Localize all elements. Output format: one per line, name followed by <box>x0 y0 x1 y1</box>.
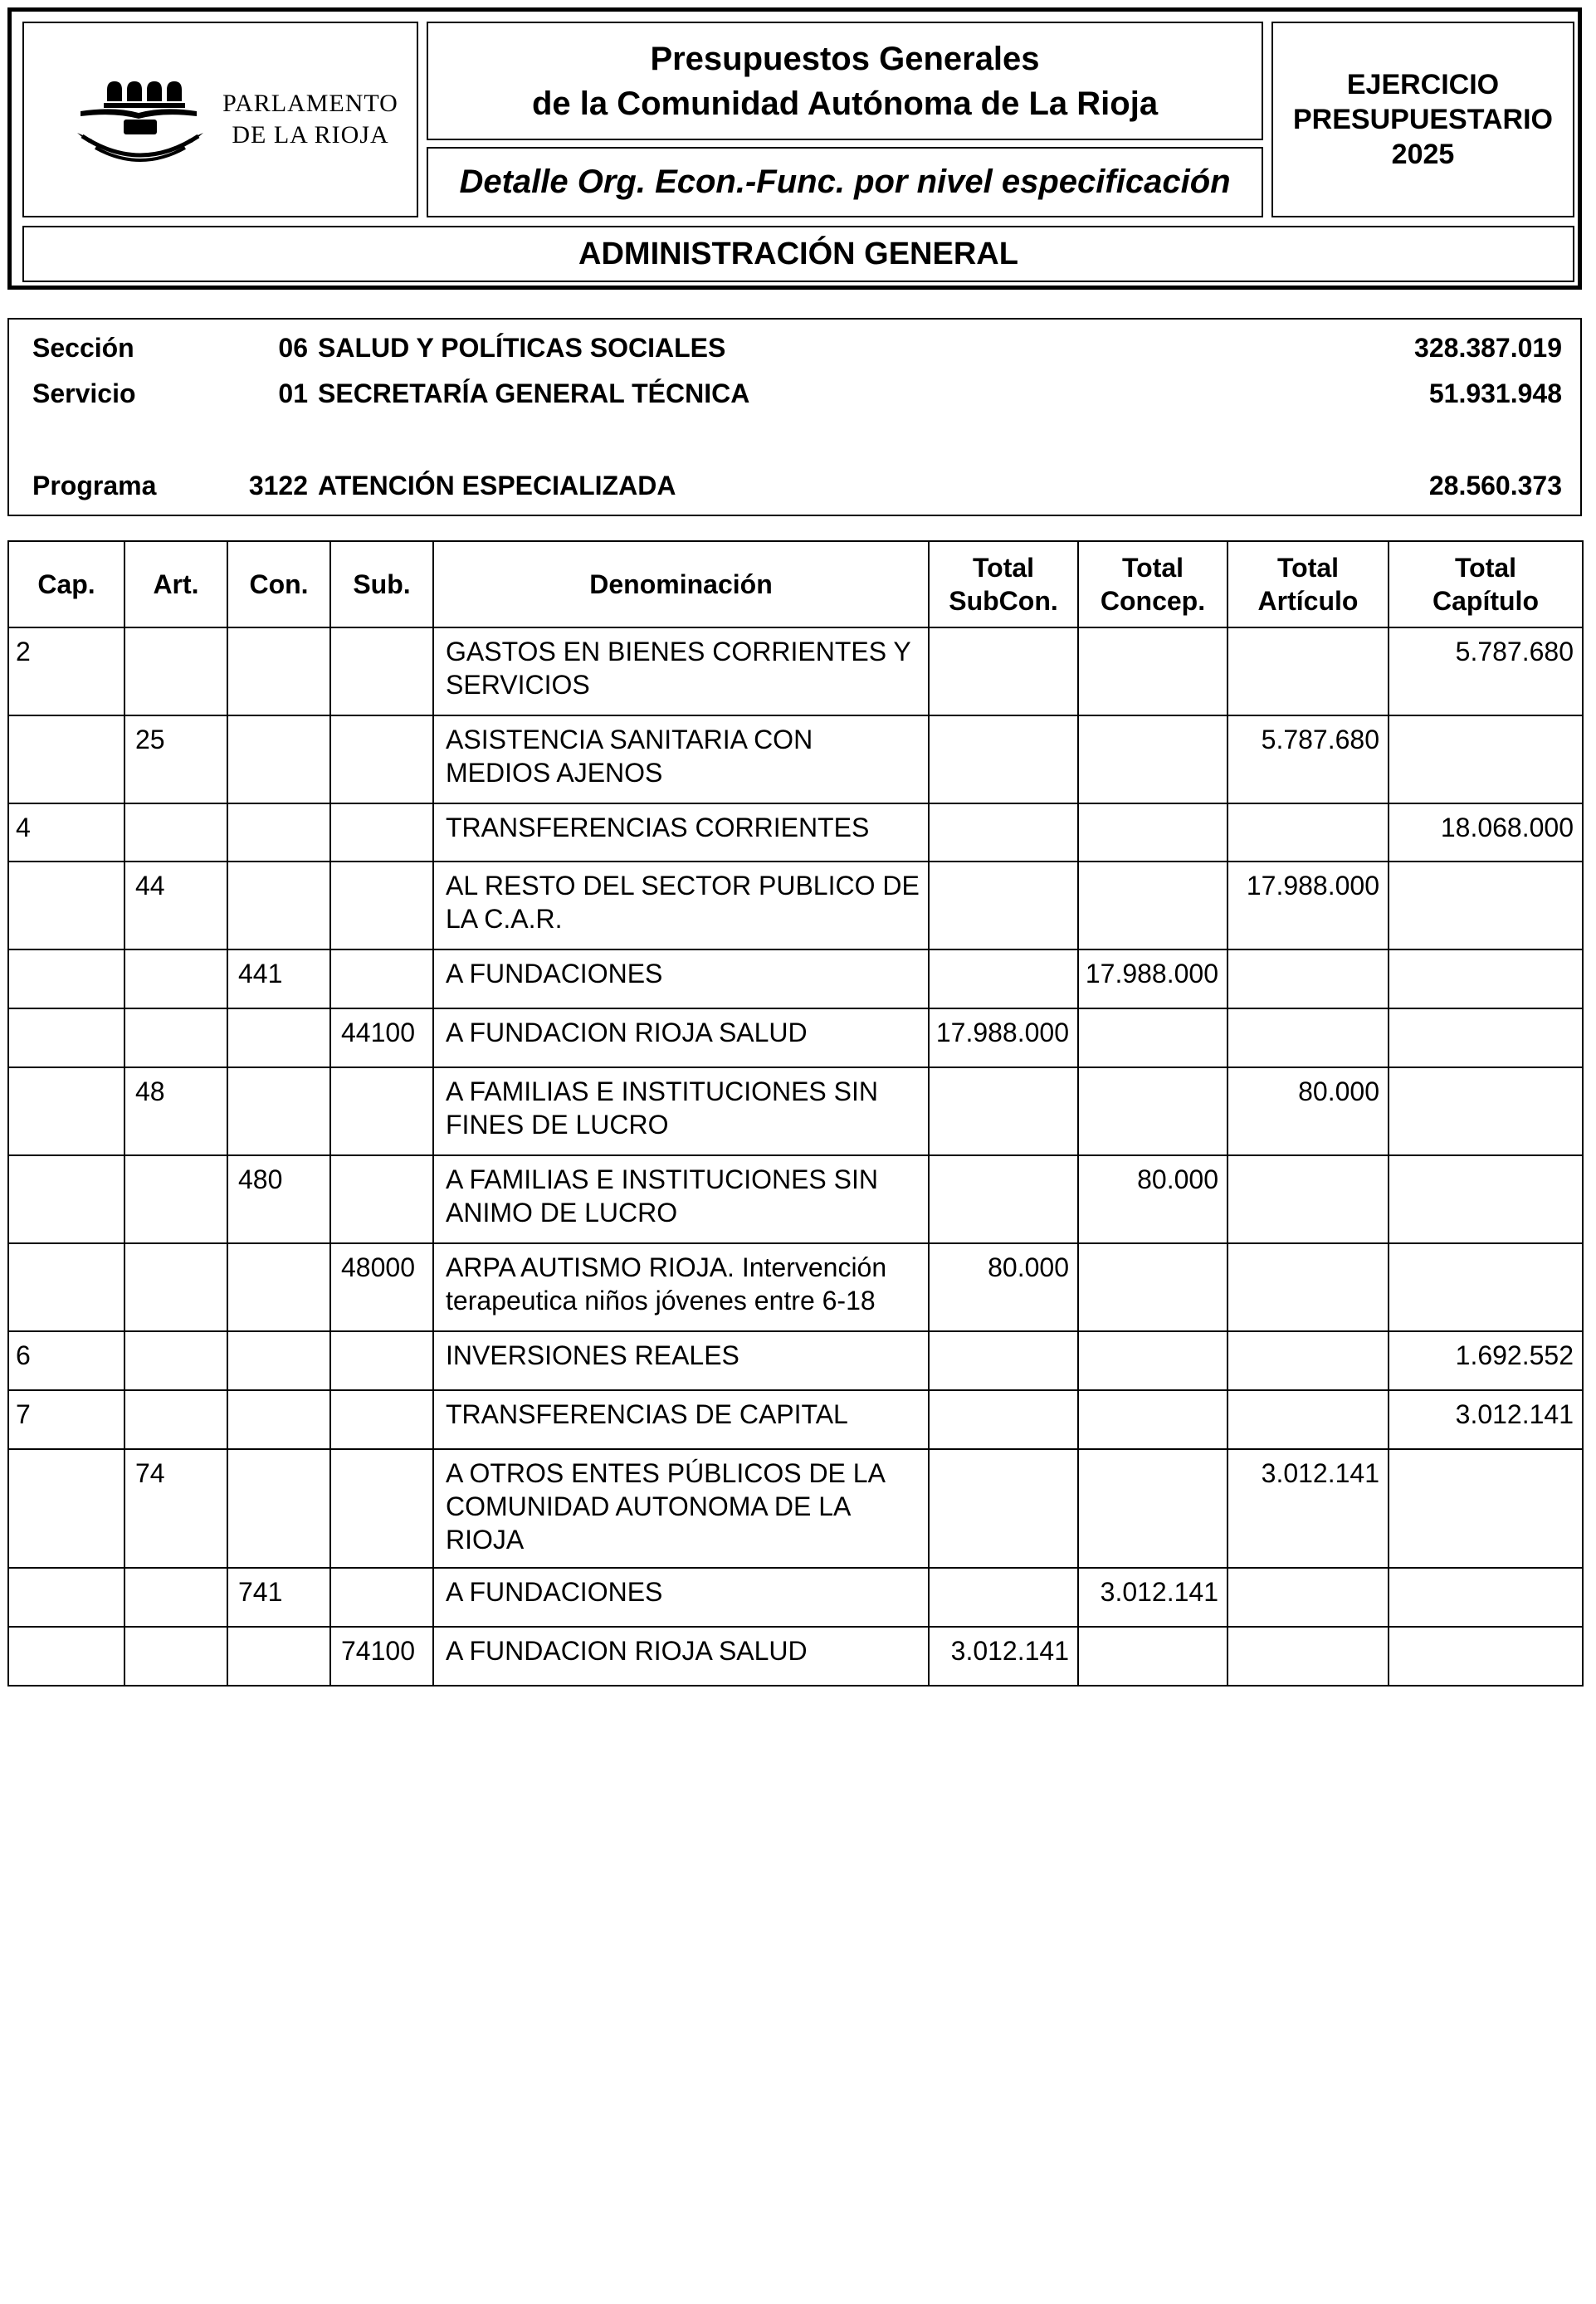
cell-con <box>227 627 330 715</box>
col-header-sub: Sub. <box>330 541 433 627</box>
cell-sub <box>330 1568 433 1627</box>
col-header-total-concep <box>1078 541 1228 627</box>
cell-con <box>227 1390 330 1449</box>
cell-denominacion: A FUNDACION RIOJA SALUD <box>433 1627 929 1686</box>
col-header-total-concep-line2: Concep. <box>1100 586 1206 616</box>
cell-art <box>124 1155 227 1243</box>
cell-total-articulo: 17.988.000 <box>1228 862 1389 949</box>
seccion-code: 06 <box>278 333 308 363</box>
cell-sub <box>330 1067 433 1155</box>
cell-cap <box>8 715 124 803</box>
cell-denominacion: A FAMILIAS E INSTITUCIONES SIN ANIMO DE LUCRO <box>433 1155 929 1243</box>
cell-sub <box>330 627 433 715</box>
col-header-total-capitulo <box>1389 541 1583 627</box>
cell-total-articulo <box>1228 1390 1389 1449</box>
admin-box <box>22 226 1574 282</box>
cell-total-subcon: 17.988.000 <box>929 1008 1078 1067</box>
cell-total-capitulo <box>1389 1155 1583 1243</box>
parliament-emblem-icon <box>74 65 207 173</box>
cell-denominacion: A FUNDACIONES <box>433 949 929 1008</box>
programa-amount: 28.560.373 <box>1428 471 1562 500</box>
servicio-code: 01 <box>278 378 308 408</box>
cell-art <box>124 1243 227 1331</box>
cell-total-articulo <box>1228 627 1389 715</box>
cell-total-capitulo <box>1389 862 1583 949</box>
cell-total-subcon <box>929 949 1078 1008</box>
cell-total-articulo <box>1228 1627 1389 1686</box>
cell-total-subcon <box>929 803 1078 862</box>
cell-con <box>227 1627 330 1686</box>
col-header-con: Con. <box>227 541 330 627</box>
cell-cap <box>8 1155 124 1243</box>
cell-art <box>124 1568 227 1627</box>
cell-con: 441 <box>227 949 330 1008</box>
cell-total-subcon <box>929 715 1078 803</box>
cell-total-articulo: 5.787.680 <box>1228 715 1389 803</box>
cell-art: 74 <box>124 1449 227 1568</box>
cell-art: 44 <box>124 862 227 949</box>
cell-cap: 4 <box>8 803 124 862</box>
seccion-row <box>9 333 1580 366</box>
cell-denominacion: A FUNDACIONES <box>433 1568 929 1627</box>
cell-denominacion: GASTOS EN BIENES CORRIENTES Y SERVICIOS <box>433 627 929 715</box>
cell-total-subcon <box>929 627 1078 715</box>
cell-con <box>227 803 330 862</box>
cell-total-capitulo <box>1389 715 1583 803</box>
table-row <box>8 715 1583 803</box>
table-row <box>8 1155 1583 1243</box>
cell-art: 25 <box>124 715 227 803</box>
cell-total-subcon <box>929 1067 1078 1155</box>
col-header-total-articulo <box>1228 541 1389 627</box>
col-header-total-articulo-line1: Total <box>1276 553 1340 583</box>
servicio-name: SECRETARÍA GENERAL TÉCNICA <box>318 378 750 408</box>
cell-total-articulo <box>1228 1568 1389 1627</box>
cell-total-articulo <box>1228 1243 1389 1331</box>
cell-total-articulo <box>1228 803 1389 862</box>
cell-total-articulo <box>1228 949 1389 1008</box>
fiscal-year: 2025 <box>1391 139 1455 170</box>
cell-con <box>227 1008 330 1067</box>
servicio-label: Servicio <box>32 378 136 408</box>
cell-total-articulo <box>1228 1155 1389 1243</box>
col-header-art: Art. <box>124 541 227 627</box>
cell-con: 741 <box>227 1568 330 1627</box>
table-row <box>8 862 1583 949</box>
cell-total-subcon <box>929 1449 1078 1568</box>
table-row <box>8 803 1583 862</box>
cell-con <box>227 1243 330 1331</box>
cell-total-concep <box>1078 1331 1228 1390</box>
programa-row <box>9 471 1580 504</box>
cell-total-concep <box>1078 1449 1228 1568</box>
cell-total-capitulo <box>1389 1449 1583 1568</box>
cell-sub <box>330 1155 433 1243</box>
cell-total-capitulo <box>1389 1008 1583 1067</box>
title-box <box>427 22 1263 140</box>
cell-art <box>124 803 227 862</box>
table-row <box>8 1627 1583 1686</box>
cell-cap <box>8 949 124 1008</box>
table-row <box>8 1008 1583 1067</box>
table-row <box>8 1568 1583 1627</box>
cell-total-capitulo <box>1389 1243 1583 1331</box>
col-header-cap: Cap. <box>8 541 124 627</box>
cell-cap <box>8 1449 124 1568</box>
cell-art <box>124 1627 227 1686</box>
cell-total-concep <box>1078 1390 1228 1449</box>
col-header-total-concep-line1: Total <box>1121 553 1184 583</box>
seccion-amount: 328.387.019 <box>1414 333 1562 363</box>
title-line-1: Presupuestos Generales <box>650 40 1040 77</box>
cell-sub <box>330 715 433 803</box>
cell-art <box>124 949 227 1008</box>
cell-sub <box>330 803 433 862</box>
cell-denominacion: A FUNDACION RIOJA SALUD <box>433 1008 929 1067</box>
cell-cap <box>8 862 124 949</box>
cell-total-concep <box>1078 862 1228 949</box>
cell-total-subcon <box>929 1155 1078 1243</box>
cell-total-capitulo <box>1389 1067 1583 1155</box>
cell-cap <box>8 1568 124 1627</box>
cell-total-concep <box>1078 1067 1228 1155</box>
cell-denominacion: A FAMILIAS E INSTITUCIONES SIN FINES DE LUCRO <box>433 1067 929 1155</box>
logo-box <box>22 22 418 217</box>
subtitle-box <box>427 147 1263 217</box>
col-header-total-subcon-line2: SubCon. <box>949 586 1058 616</box>
cell-cap <box>8 1627 124 1686</box>
year-label-line2: PRESUPUESTARIO <box>1293 104 1553 135</box>
cell-con <box>227 1449 330 1568</box>
cell-total-concep <box>1078 715 1228 803</box>
cell-total-capitulo <box>1389 1627 1583 1686</box>
cell-sub <box>330 1449 433 1568</box>
cell-art <box>124 1390 227 1449</box>
document-header <box>7 7 1582 290</box>
col-header-total-subcon-line1: Total <box>972 553 1035 583</box>
cell-total-capitulo <box>1389 949 1583 1008</box>
cell-total-subcon: 3.012.141 <box>929 1627 1078 1686</box>
cell-total-concep <box>1078 1008 1228 1067</box>
cell-total-subcon <box>929 1390 1078 1449</box>
cell-con <box>227 715 330 803</box>
col-header-total-subcon <box>929 541 1078 627</box>
cell-cap <box>8 1008 124 1067</box>
cell-total-concep: 80.000 <box>1078 1155 1228 1243</box>
cell-total-concep: 3.012.141 <box>1078 1568 1228 1627</box>
cell-cap <box>8 1067 124 1155</box>
cell-art <box>124 1008 227 1067</box>
table-row <box>8 1449 1583 1568</box>
cell-denominacion: ARPA AUTISMO RIOJA. Intervención terapeutica niños jóvenes entre 6-18 <box>433 1243 929 1331</box>
col-header-denominacion: Denominación <box>433 541 929 627</box>
cell-denominacion: INVERSIONES REALES <box>433 1331 929 1390</box>
cell-total-capitulo: 18.068.000 <box>1389 803 1583 862</box>
cell-con: 480 <box>227 1155 330 1243</box>
cell-total-capitulo <box>1389 1568 1583 1627</box>
col-header-total-articulo-line2: Artículo <box>1257 586 1359 616</box>
cell-denominacion: ASISTENCIA SANITARIA CON MEDIOS AJENOS <box>433 715 929 803</box>
cell-cap: 7 <box>8 1390 124 1449</box>
cell-denominacion: TRANSFERENCIAS DE CAPITAL <box>433 1390 929 1449</box>
col-header-total-capitulo-line1: Total <box>1454 553 1517 583</box>
table-row <box>8 949 1583 1008</box>
programa-code: 3122 <box>248 471 308 500</box>
admin-title: ADMINISTRACIÓN GENERAL <box>578 236 1018 271</box>
cell-con <box>227 1067 330 1155</box>
programa-label: Programa <box>32 471 157 500</box>
seccion-label: Sección <box>32 333 134 363</box>
title-line-2: de la Comunidad Autónoma de La Rioja <box>531 85 1159 122</box>
cell-sub: 44100 <box>330 1008 433 1067</box>
cell-cap <box>8 1243 124 1331</box>
cell-total-concep <box>1078 803 1228 862</box>
cell-sub: 48000 <box>330 1243 433 1331</box>
cell-art: 48 <box>124 1067 227 1155</box>
table-row <box>8 1067 1583 1155</box>
budget-table <box>7 540 1584 1687</box>
table-row <box>8 1331 1583 1390</box>
servicio-amount: 51.931.948 <box>1428 378 1562 408</box>
table-row <box>8 1243 1583 1331</box>
cell-denominacion: TRANSFERENCIAS CORRIENTES <box>433 803 929 862</box>
cell-total-articulo <box>1228 1331 1389 1390</box>
year-label-line1: EJERCICIO <box>1346 69 1500 100</box>
cell-total-concep <box>1078 627 1228 715</box>
table-header-row <box>8 541 1583 627</box>
cell-total-concep <box>1078 1627 1228 1686</box>
programa-name: ATENCIÓN ESPECIALIZADA <box>318 471 676 500</box>
cell-sub <box>330 1331 433 1390</box>
cell-denominacion: A OTROS ENTES PÚBLICOS DE LA COMUNIDAD AUTONOMA DE LA RIOJA <box>433 1449 929 1568</box>
cell-cap: 6 <box>8 1331 124 1390</box>
cell-total-articulo: 80.000 <box>1228 1067 1389 1155</box>
cell-total-concep <box>1078 1243 1228 1331</box>
cell-total-subcon: 80.000 <box>929 1243 1078 1331</box>
cell-total-concep: 17.988.000 <box>1078 949 1228 1008</box>
cell-sub <box>330 862 433 949</box>
cell-total-articulo <box>1228 1008 1389 1067</box>
report-subtitle: Detalle Org. Econ.-Func. por nivel especificación <box>459 164 1231 200</box>
cell-con <box>227 1331 330 1390</box>
servicio-row <box>9 378 1580 412</box>
table-row <box>8 627 1583 715</box>
logo-text-line2: DE LA RIOJA <box>232 121 389 149</box>
cell-total-capitulo: 5.787.680 <box>1389 627 1583 715</box>
cell-total-articulo: 3.012.141 <box>1228 1449 1389 1568</box>
cell-denominacion: AL RESTO DEL SECTOR PUBLICO DE LA C.A.R. <box>433 862 929 949</box>
cell-total-capitulo: 3.012.141 <box>1389 1390 1583 1449</box>
cell-total-subcon <box>929 1331 1078 1390</box>
cell-cap: 2 <box>8 627 124 715</box>
seccion-name: SALUD Y POLÍTICAS SOCIALES <box>318 333 726 363</box>
table-row <box>8 1390 1583 1449</box>
col-header-total-capitulo-line2: Capítulo <box>1432 586 1539 616</box>
section-info <box>7 318 1582 516</box>
cell-sub <box>330 949 433 1008</box>
cell-art <box>124 627 227 715</box>
cell-sub <box>330 1390 433 1449</box>
logo-text-line1: PARLAMENTO <box>222 90 398 117</box>
cell-sub: 74100 <box>330 1627 433 1686</box>
cell-total-subcon <box>929 862 1078 949</box>
cell-con <box>227 862 330 949</box>
cell-art <box>124 1331 227 1390</box>
cell-total-subcon <box>929 1568 1078 1627</box>
fiscal-year-box <box>1271 22 1574 217</box>
cell-total-capitulo: 1.692.552 <box>1389 1331 1583 1390</box>
